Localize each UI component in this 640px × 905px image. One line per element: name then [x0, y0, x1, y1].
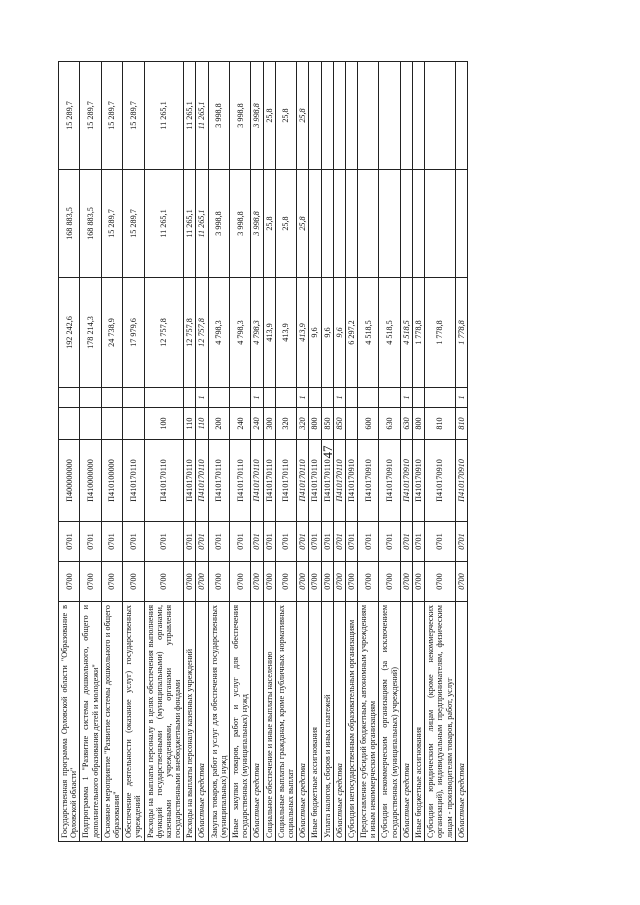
- page-number: 47: [320, 445, 335, 459]
- amount-col-1-cell: 192 242,6: [59, 278, 80, 388]
- amount-col-1-cell: 4 518,5: [358, 278, 379, 388]
- subsection-code-cell: 0701: [59, 522, 80, 562]
- budget-table-rotated: [58, 62, 468, 842]
- target-article-cell: П410000000: [80, 440, 101, 522]
- row-name-cell: Расходы на выплаты персоналу в целях обеспечения выполнения функций государственными (муниципальными) органами, казенными учреждениями, органами управления государственными внебюджетными фондами: [144, 602, 184, 842]
- table-row: [251, 62, 263, 842]
- row-name-cell: Иные бюджетные ассигнования: [413, 602, 425, 842]
- source-code-cell: [144, 388, 184, 408]
- amount-col-3-cell: 11 265,1: [196, 62, 208, 170]
- amount-col-1-cell: 12 757,8: [196, 278, 208, 388]
- subsection-code-cell: 0701: [425, 522, 456, 562]
- section-code-cell: 0700: [251, 562, 263, 602]
- subsection-code-cell: 0701: [455, 522, 467, 562]
- section-code-cell: 0700: [196, 562, 208, 602]
- expense-type-cell: 850: [321, 408, 333, 440]
- source-code-cell: 1: [297, 388, 309, 408]
- amount-col-2-cell: [455, 170, 467, 278]
- expense-type-cell: 810: [425, 408, 456, 440]
- amount-col-1-cell: 178 214,3: [80, 278, 101, 388]
- amount-col-2-cell: 168 883,5: [59, 170, 80, 278]
- amount-col-1-cell: 4 518,5: [400, 278, 412, 388]
- row-name-cell: Субсидии юридическим лицам (кроме некоммерческих организаций), индивидуальным предпринимателям, физическим лицам - производителям товаров, работ, услуг: [425, 602, 456, 842]
- amount-col-1-cell: 9,6: [321, 278, 333, 388]
- amount-col-3-cell: [321, 62, 333, 170]
- target-article-cell: П400000000: [59, 440, 80, 522]
- subsection-code-cell: 0701: [184, 522, 196, 562]
- target-article-cell: П410170910: [345, 440, 357, 522]
- subsection-code-cell: 0701: [251, 522, 263, 562]
- source-code-cell: 1: [455, 388, 467, 408]
- expense-type-cell: 110: [196, 408, 208, 440]
- row-name-cell: Социальные выплаты гражданам, кроме публичных нормативных социальных выплат: [275, 602, 296, 842]
- amount-col-3-cell: [345, 62, 357, 170]
- source-code-cell: 1: [400, 388, 412, 408]
- section-code-cell: 0700: [263, 562, 275, 602]
- amount-col-2-cell: 3 998,8: [251, 170, 263, 278]
- subsection-code-cell: 0701: [80, 522, 101, 562]
- source-code-cell: [184, 388, 196, 408]
- amount-col-3-cell: 15 289,7: [101, 62, 122, 170]
- amount-col-1-cell: 1 778,8: [413, 278, 425, 388]
- subsection-code-cell: 0701: [400, 522, 412, 562]
- row-name-cell: Иные бюджетные ассигнования: [309, 602, 321, 842]
- table-row: [80, 62, 101, 842]
- table-row: [455, 62, 467, 842]
- target-article-cell: П410170110: [263, 440, 275, 522]
- subsection-code-cell: 0701: [333, 522, 345, 562]
- table-row: [263, 62, 275, 842]
- amount-col-3-cell: [379, 62, 400, 170]
- row-name-cell: Уплата налогов, сборов и иных платежей: [321, 602, 333, 842]
- table-row: [59, 62, 80, 842]
- source-code-cell: [321, 388, 333, 408]
- amount-col-2-cell: 3 998,8: [208, 170, 229, 278]
- amount-col-3-cell: 15 289,7: [123, 62, 144, 170]
- table-row: [144, 62, 184, 842]
- subsection-code-cell: 0701: [309, 522, 321, 562]
- section-code-cell: 0700: [309, 562, 321, 602]
- amount-col-1-cell: 4 798,3: [230, 278, 251, 388]
- amount-col-1-cell: 413,9: [275, 278, 296, 388]
- amount-col-3-cell: [455, 62, 467, 170]
- amount-col-2-cell: [345, 170, 357, 278]
- table-row: [101, 62, 122, 842]
- subsection-code-cell: 0701: [358, 522, 379, 562]
- source-code-cell: 1: [251, 388, 263, 408]
- target-article-cell: П410170110: [230, 440, 251, 522]
- table-row: [321, 62, 333, 842]
- amount-col-1-cell: 4 518,5: [379, 278, 400, 388]
- row-name-cell: Иные закупки товаров, работ и услуг для обеспечения государственных (муниципальных) нужд: [230, 602, 251, 842]
- table-body: [59, 62, 468, 842]
- subsection-code-cell: 0701: [101, 522, 122, 562]
- section-code-cell: 0700: [184, 562, 196, 602]
- target-article-cell: П410170110: [184, 440, 196, 522]
- amount-col-2-cell: 168 883,5: [80, 170, 101, 278]
- amount-col-1-cell: 24 738,9: [101, 278, 122, 388]
- row-name-cell: Областные средства: [297, 602, 309, 842]
- source-code-cell: [358, 388, 379, 408]
- subsection-code-cell: 0701: [208, 522, 229, 562]
- amount-col-1-cell: 413,9: [297, 278, 309, 388]
- expense-type-cell: 240: [230, 408, 251, 440]
- amount-col-2-cell: [321, 170, 333, 278]
- row-name-cell: Закупка товаров, работ и услуг для обеспечения государственных (муниципальных) нужд: [208, 602, 229, 842]
- target-article-cell: П410170110: [275, 440, 296, 522]
- row-name-cell: Обеспечение деятельности (оказание услуг) государственных учреждений: [123, 602, 144, 842]
- expense-type-cell: [59, 408, 80, 440]
- amount-col-3-cell: 15 289,7: [59, 62, 80, 170]
- target-article-cell: П410170910: [425, 440, 456, 522]
- amount-col-3-cell: [400, 62, 412, 170]
- target-article-cell: П410170110: [144, 440, 184, 522]
- amount-col-2-cell: 25,8: [275, 170, 296, 278]
- amount-col-3-cell: 3 998,8: [251, 62, 263, 170]
- expense-type-cell: 800: [309, 408, 321, 440]
- source-code-cell: [413, 388, 425, 408]
- expense-type-cell: [345, 408, 357, 440]
- table-row: [230, 62, 251, 842]
- amount-col-2-cell: 15 289,7: [123, 170, 144, 278]
- amount-col-3-cell: 3 998,8: [230, 62, 251, 170]
- section-code-cell: 0700: [101, 562, 122, 602]
- target-article-cell: П410100000: [101, 440, 122, 522]
- amount-col-3-cell: 15 289,7: [80, 62, 101, 170]
- amount-col-2-cell: 3 998,8: [230, 170, 251, 278]
- source-code-cell: [345, 388, 357, 408]
- subsection-code-cell: 0701: [230, 522, 251, 562]
- table-row: [184, 62, 196, 842]
- amount-col-3-cell: 11 265,1: [184, 62, 196, 170]
- target-article-cell: П410170110: [123, 440, 144, 522]
- table-row: [275, 62, 296, 842]
- amount-col-3-cell: [309, 62, 321, 170]
- expense-type-cell: 800: [413, 408, 425, 440]
- amount-col-3-cell: 25,8: [275, 62, 296, 170]
- expense-type-cell: 200: [208, 408, 229, 440]
- amount-col-1-cell: 9,6: [309, 278, 321, 388]
- target-article-cell: П410170910: [413, 440, 425, 522]
- amount-col-2-cell: [358, 170, 379, 278]
- source-code-cell: [309, 388, 321, 408]
- source-code-cell: [101, 388, 122, 408]
- row-name-cell: Областные средства: [455, 602, 467, 842]
- target-article-cell: П410170110: [196, 440, 208, 522]
- amount-col-1-cell: 413,9: [263, 278, 275, 388]
- source-code-cell: [123, 388, 144, 408]
- table-row: [196, 62, 208, 842]
- subsection-code-cell: 0701: [413, 522, 425, 562]
- amount-col-3-cell: 25,8: [263, 62, 275, 170]
- expense-type-cell: [123, 408, 144, 440]
- table-row: [358, 62, 379, 842]
- table-row: [333, 62, 345, 842]
- expense-type-cell: 630: [400, 408, 412, 440]
- table-row: [297, 62, 309, 842]
- row-name-cell: Подпрограмма 1 "Развитие системы дошкольного, общего и дополнительного образования детей и молодежи": [80, 602, 101, 842]
- subsection-code-cell: 0701: [297, 522, 309, 562]
- subsection-code-cell: 0701: [345, 522, 357, 562]
- amount-col-1-cell: 1 778,8: [425, 278, 456, 388]
- amount-col-2-cell: [333, 170, 345, 278]
- target-article-cell: П410170910: [400, 440, 412, 522]
- row-name-cell: Субсидии негосударственным образовательным организациям: [345, 602, 357, 842]
- section-code-cell: 0700: [80, 562, 101, 602]
- expense-type-cell: 850: [333, 408, 345, 440]
- row-name-cell: Областные средства: [251, 602, 263, 842]
- expense-type-cell: 240: [251, 408, 263, 440]
- row-name-cell: Областные средства: [196, 602, 208, 842]
- budget-table: [58, 61, 468, 842]
- row-name-cell: Субсидии некоммерческим организациям (за исключением государственных (муниципальных) учреждений): [379, 602, 400, 842]
- expense-type-cell: [101, 408, 122, 440]
- expense-type-cell: [80, 408, 101, 440]
- row-name-cell: Социальное обеспечение и иные выплаты населению: [263, 602, 275, 842]
- subsection-code-cell: 0701: [275, 522, 296, 562]
- amount-col-1-cell: 4 798,3: [251, 278, 263, 388]
- target-article-cell: П410170110: [297, 440, 309, 522]
- expense-type-cell: 320: [297, 408, 309, 440]
- target-article-cell: П410170910: [455, 440, 467, 522]
- amount-col-1-cell: 9,6: [333, 278, 345, 388]
- source-code-cell: 1: [196, 388, 208, 408]
- amount-col-2-cell: 15 289,7: [101, 170, 122, 278]
- table-row: [345, 62, 357, 842]
- target-article-cell: П410170110: [333, 440, 345, 522]
- amount-col-3-cell: 3 998,8: [208, 62, 229, 170]
- section-code-cell: 0700: [59, 562, 80, 602]
- section-code-cell: 0700: [413, 562, 425, 602]
- table-row: [123, 62, 144, 842]
- amount-col-3-cell: [413, 62, 425, 170]
- amount-col-1-cell: 6 297,2: [345, 278, 357, 388]
- subsection-code-cell: 0701: [123, 522, 144, 562]
- expense-type-cell: 300: [263, 408, 275, 440]
- amount-col-3-cell: [425, 62, 456, 170]
- section-code-cell: 0700: [123, 562, 144, 602]
- amount-col-3-cell: [333, 62, 345, 170]
- subsection-code-cell: 0701: [263, 522, 275, 562]
- row-name-cell: Расходы на выплаты персоналу казенных учреждений: [184, 602, 196, 842]
- section-code-cell: 0700: [425, 562, 456, 602]
- row-name-cell: Государственная программа Орловской области "Образование в Орловской области": [59, 602, 80, 842]
- section-code-cell: 0700: [455, 562, 467, 602]
- table-row: [208, 62, 229, 842]
- row-name-cell: Областные средства: [333, 602, 345, 842]
- amount-col-2-cell: 11 265,1: [196, 170, 208, 278]
- amount-col-2-cell: [413, 170, 425, 278]
- target-article-cell: П410170110: [208, 440, 229, 522]
- expense-type-cell: 630: [379, 408, 400, 440]
- table-row: [425, 62, 456, 842]
- table-row: [379, 62, 400, 842]
- amount-col-3-cell: 25,8: [297, 62, 309, 170]
- subsection-code-cell: 0701: [144, 522, 184, 562]
- amount-col-1-cell: 12 757,8: [184, 278, 196, 388]
- target-article-cell: П410170910: [358, 440, 379, 522]
- section-code-cell: 0700: [333, 562, 345, 602]
- amount-col-3-cell: 11 265,1: [144, 62, 184, 170]
- amount-col-2-cell: [425, 170, 456, 278]
- source-code-cell: [275, 388, 296, 408]
- subsection-code-cell: 0701: [321, 522, 333, 562]
- amount-col-1-cell: 4 798,3: [208, 278, 229, 388]
- target-article-cell: П410170110: [309, 440, 321, 522]
- expense-type-cell: 320: [275, 408, 296, 440]
- amount-col-2-cell: [400, 170, 412, 278]
- source-code-cell: [230, 388, 251, 408]
- row-name-cell: Основное мероприятие "Развитие системы дошкольного и общего образования": [101, 602, 122, 842]
- amount-col-1-cell: 12 757,8: [144, 278, 184, 388]
- table-row: [400, 62, 412, 842]
- amount-col-2-cell: 25,8: [263, 170, 275, 278]
- source-code-cell: [263, 388, 275, 408]
- amount-col-2-cell: [379, 170, 400, 278]
- source-code-cell: [59, 388, 80, 408]
- source-code-cell: [379, 388, 400, 408]
- expense-type-cell: 110: [184, 408, 196, 440]
- source-code-cell: [80, 388, 101, 408]
- source-code-cell: [425, 388, 456, 408]
- expense-type-cell: 100: [144, 408, 184, 440]
- section-code-cell: 0700: [275, 562, 296, 602]
- section-code-cell: 0700: [297, 562, 309, 602]
- section-code-cell: 0700: [144, 562, 184, 602]
- section-code-cell: 0700: [230, 562, 251, 602]
- section-code-cell: 0700: [400, 562, 412, 602]
- target-article-cell: П410170110: [321, 440, 333, 522]
- amount-col-2-cell: 11 265,1: [184, 170, 196, 278]
- row-name-cell: Предоставление субсидий бюджетным, автономным учреждениям и иным некоммерческим организациям: [358, 602, 379, 842]
- section-code-cell: 0700: [345, 562, 357, 602]
- target-article-cell: П410170910: [379, 440, 400, 522]
- amount-col-2-cell: [309, 170, 321, 278]
- target-article-cell: П410170110: [251, 440, 263, 522]
- amount-col-1-cell: 1 778,8: [455, 278, 467, 388]
- amount-col-2-cell: 25,8: [297, 170, 309, 278]
- section-code-cell: 0700: [379, 562, 400, 602]
- section-code-cell: 0700: [321, 562, 333, 602]
- table-row: [413, 62, 425, 842]
- source-code-cell: [208, 388, 229, 408]
- amount-col-1-cell: 17 979,6: [123, 278, 144, 388]
- expense-type-cell: 810: [455, 408, 467, 440]
- amount-col-3-cell: [358, 62, 379, 170]
- amount-col-2-cell: 11 265,1: [144, 170, 184, 278]
- expense-type-cell: 600: [358, 408, 379, 440]
- subsection-code-cell: 0701: [379, 522, 400, 562]
- table-row: [309, 62, 321, 842]
- subsection-code-cell: 0701: [196, 522, 208, 562]
- source-code-cell: 1: [333, 388, 345, 408]
- row-name-cell: Областные средства: [400, 602, 412, 842]
- section-code-cell: 0700: [208, 562, 229, 602]
- section-code-cell: 0700: [358, 562, 379, 602]
